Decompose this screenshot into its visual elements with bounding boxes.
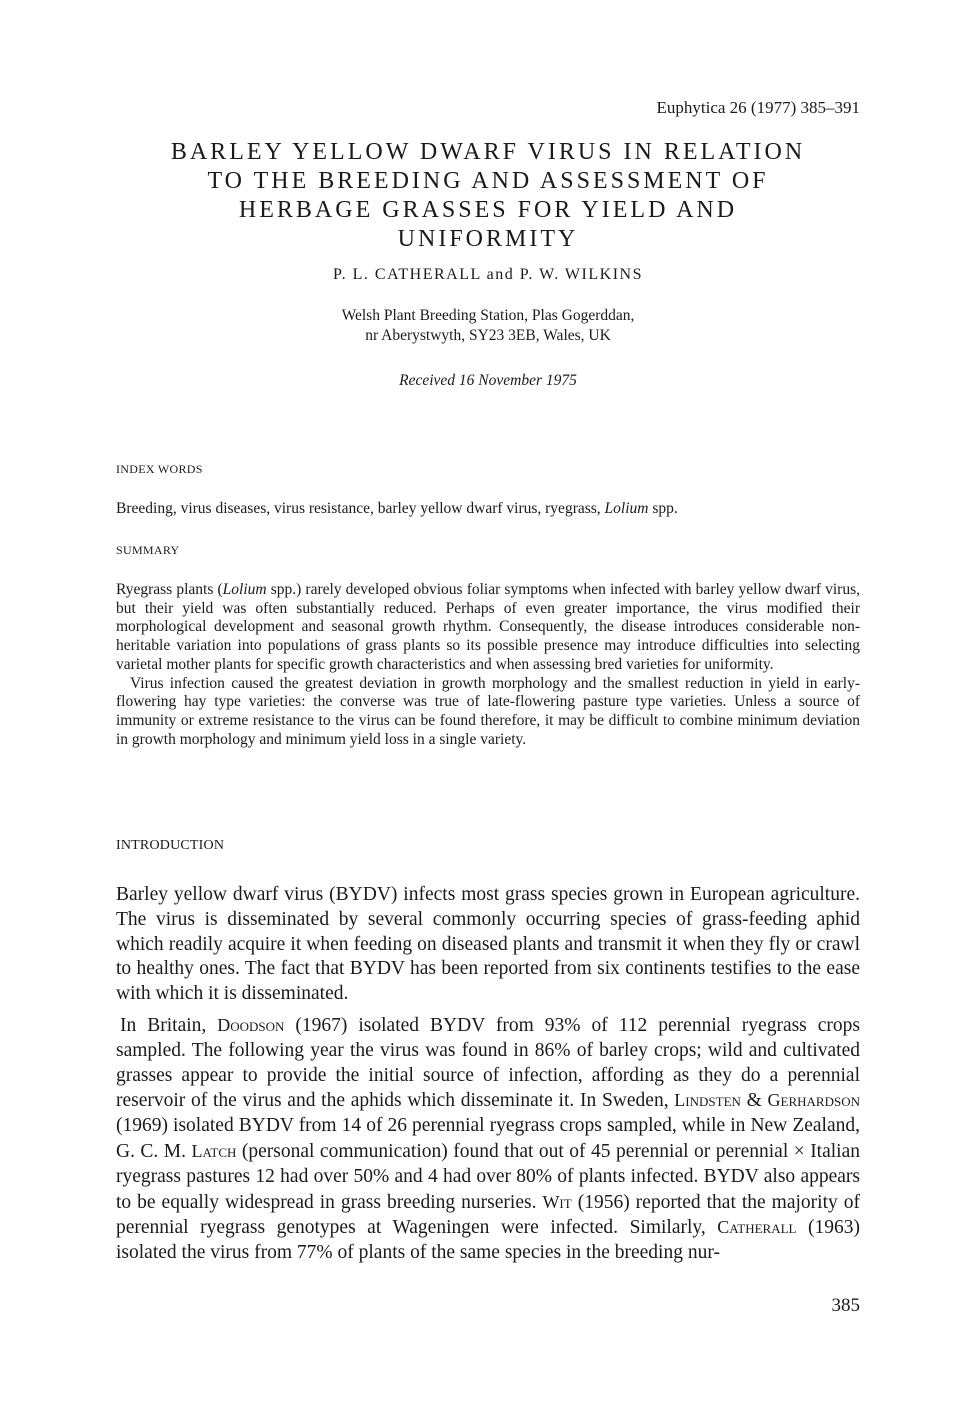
title-line: HERBAGE GRASSES FOR YIELD AND — [238, 197, 738, 223]
paper-title — [118, 138, 858, 254]
body-text: In Britain, — [120, 1014, 218, 1036]
index-words-list: Breeding, virus diseases, virus resistance, barley yellow dwarf virus, ryegrass, — [116, 500, 605, 517]
body-text: (personal communication) found that out of 45 perennial or perennial × Italian ryegrass pastures 12 had over 50% and 4 had over 80% of plants infected. BYDV also appears to be equally widespread in grass breeding nurseries. — [116, 1140, 860, 1213]
body-text: (1963) isolated the virus from 77% of plants of the same species in the breeding nur- — [116, 1217, 860, 1264]
affiliation-line: Welsh Plant Breeding Station, Plas Gogerddan, — [341, 307, 635, 324]
index-words-genus: Lolium — [604, 500, 649, 517]
summary-heading: SUMMARY — [116, 543, 180, 557]
author-citation: Gerhardson — [767, 1090, 860, 1111]
title-line: TO THE BREEDING AND ASSESSMENT OF — [207, 168, 769, 194]
index-words-text — [116, 500, 678, 518]
introduction-paragraph: Barley yellow dwarf virus (BYDV) infects most grass species grown in European agriculture. The virus is disseminated by several commonly occurring species of grass-feeding aphid which readily acquire it when feeding on diseased plants and transmit it when they fly or crawl to healthy ones. The fact that BYDV has been reported from six continents testifies to the ease with which it is disseminated. — [116, 884, 860, 1005]
page-number: 385 — [831, 1295, 860, 1316]
journal-reference: Euphytica 26 (1977) 385–391 — [656, 98, 860, 117]
author-citation: Doodson — [217, 1014, 285, 1035]
authors: P. L. CATHERALL and P. W. WILKINS — [333, 266, 643, 283]
summary-genus: Lolium — [222, 581, 267, 598]
body-text: (1969) isolated BYDV from 14 of 26 perennial ryegrass crops sampled, while in New Zealand, G. C. M. — [116, 1115, 860, 1162]
author-citation: Lindsten — [674, 1090, 741, 1111]
summary-text: spp.) rarely developed obvious foliar symptoms when infected with barley yellow dwarf virus, but their yield was often substantially reduced. Perhaps of even greater importance, the virus modified their morphological development and seasonal growth rhythm. Consequently, the disease introduces considerable non-heritable variation into populations of grass plants so its possible presence may introduce difficulties into selecting varietal mother plants for specific growth characteristics and when assessing bred varieties for uniformity. — [116, 581, 861, 673]
author-citation: Latch — [191, 1140, 237, 1161]
summary-section — [116, 581, 860, 749]
author-citation: Wit — [542, 1191, 572, 1212]
title-line: UNIFORMITY — [397, 226, 579, 252]
introduction-heading: INTRODUCTION — [116, 838, 225, 853]
body-text: (1956) reported that the majority of perennial ryegrass genotypes at Wageningen were infected. Similarly, — [116, 1191, 860, 1239]
body-text: & — [740, 1090, 768, 1112]
title-line: BARLEY YELLOW DWARF VIRUS IN RELATION — [170, 139, 806, 165]
introduction-section — [116, 883, 860, 1266]
affiliation — [0, 306, 976, 346]
introduction-paragraph — [116, 1013, 860, 1266]
affiliation-line: nr Aberystwyth, SY23 3EB, Wales, UK — [365, 327, 611, 344]
index-words-suffix: spp. — [648, 500, 678, 517]
received-date: Received 16 November 1975 — [399, 372, 577, 389]
author-citation: Catherall — [717, 1217, 797, 1238]
index-words-heading: INDEX WORDS — [116, 462, 203, 476]
body-text: (1967) isolated BYDV from 93% of 112 perennial ryegrass crops sampled. The following year the virus was found in 86% of barley crops; wild and cultivated grasses appear to provide the initial source of infection, affording as they do a perennial reservoir of the virus and the aphids which disseminate it. In Sweden, — [116, 1014, 860, 1112]
summary-paragraph — [116, 581, 860, 675]
summary-text: Ryegrass plants ( — [116, 581, 223, 598]
summary-paragraph: Virus infection caused the greatest deviation in growth morphology and the smallest reduction in yield in early-flowering hay type varieties: the converse was true of late-flowering pasture type varieties. Unless a source of immunity or extreme resistance to the virus can be found therefore, it may be difficult to combine minimum deviation in growth morphology and minimum yield loss in a single variety. — [116, 674, 860, 748]
